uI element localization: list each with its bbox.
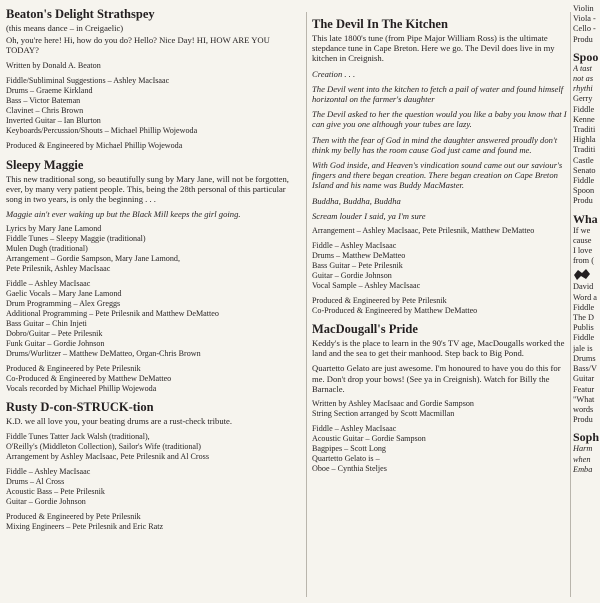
song-lyric: Oh, you're here! Hi, how do you do? Hello? Nice Day! HI, HOW ARE YOU TODAY? (6, 35, 270, 56)
section-sleepy-maggie (6, 158, 302, 395)
credits-list (312, 399, 568, 419)
performer-line: Fiddle – Ashley MacIsaac (6, 279, 91, 289)
performer-line: Oboe – Cynthia Steljes (312, 464, 387, 474)
production-credits (6, 512, 302, 532)
production-credits (312, 296, 568, 316)
lyric-verse: Then with the fear of God in mind the daughter answered proudly don't think my belly has the room cause God just came and found me. (312, 134, 558, 155)
song-title: The Devil In The Kitchen (312, 17, 448, 31)
cropped-text-line: from ( (573, 256, 594, 266)
performer-line: Guitar – Gordie Johnson (6, 496, 86, 506)
cropped-text-line: when (573, 454, 591, 464)
production-line: Co-Produced & Engineered by Matthew DeMatteo (312, 306, 478, 316)
cropped-text-line: Featur (573, 384, 595, 394)
credit-line: Inverted Guitar – Ian Blurton (6, 115, 101, 125)
credit-line: String Section arranged by Scott Macmillan (312, 409, 455, 419)
performer-line: Funk Guitar – Gordie Johnson (6, 339, 105, 349)
performer-line: Fiddle – Ashley MacIsaac (312, 424, 397, 434)
production-line: Produced & Engineered by Pete Prilesnik (6, 364, 141, 374)
performer-line: Drums/Wurlitzer – Matthew DeMatteo, Organ-Chris Brown (6, 349, 201, 359)
cropped-text-line: Highla (573, 135, 596, 145)
production-line: Produced & Engineered by Pete Prilesnik (312, 296, 447, 306)
credits-list (6, 224, 302, 274)
performer-line: Gaelic Vocals – Mary Jane Lamond (6, 289, 122, 299)
section-rusty-deconstruction (6, 400, 302, 531)
section-macdougalls-pride (312, 322, 568, 474)
cropped-text-line: cause (573, 235, 592, 245)
performer-line: Fiddle – Ashley MacIsaac (312, 241, 397, 251)
lyric-verse: The Devil asked to her the question would you like a baby you know that I can give you one although your tubes are lazy. (312, 109, 567, 130)
production-line: Co-Produced & Engineered by Matthew DeMatteo (6, 374, 172, 384)
cropped-text-line: rhythi (573, 84, 593, 94)
section-devil-in-the-kitchen (312, 17, 568, 316)
credit-line: Keyboards/Percussion/Shouts – Michael Phillip Wojewoda (6, 125, 198, 135)
cropped-text-line: Fiddle (573, 104, 595, 114)
cropped-text-line: I love (573, 246, 593, 256)
song-title: MacDougall's Pride (312, 322, 418, 337)
performer-line: Acoustic Guitar – Gordie Sampson (312, 434, 426, 444)
song-title: Sleepy Maggie (6, 157, 84, 172)
performers-list (6, 279, 302, 359)
cropped-text-line: Senato (573, 165, 596, 175)
written-by: Written by Donald A. Beaton (6, 60, 101, 70)
song-title: Beaton's Delight Strathspey (6, 7, 155, 21)
section-beatons-delight (6, 7, 302, 151)
cropped-text-line: Word a (573, 292, 597, 302)
cropped-text-line: Viola - (573, 14, 596, 24)
produced-by: Produced & Engineered by Michael Phillip Wojewoda (6, 140, 183, 150)
performer-line: Bagpipes – Scott Long (312, 444, 386, 454)
song-description: This late 1800's tune (from Pipe Major William Ross) is the ultimate stepdance tune in Cape Breton. Here we go. The Devil does live in my kitchen in Creignish. (312, 33, 555, 64)
column-left (6, 0, 302, 537)
cropped-text-line: Violin (573, 4, 594, 13)
credits-list (6, 432, 302, 462)
cropped-text-line: A tast (573, 63, 592, 73)
credit-line: Arrangement – Ashley MacIsaac, Pete Prilesnik, Matthew DeMatteo (312, 226, 535, 236)
cropped-heading: Soph (573, 430, 600, 445)
cropped-text-line: Fiddle (573, 176, 595, 186)
cropped-text-line: Traditi (573, 125, 596, 135)
credit-line: O'Reilly's (Middleton Collection), Sailor's Wife (traditional) (6, 441, 201, 451)
credit-line: Fiddle Tunes Tatter Jack Walsh (traditional), (6, 431, 150, 441)
performer-line: Dobro/Guitar – Pete Prilesnik (6, 329, 103, 339)
column-divider (570, 12, 571, 597)
credits-list (6, 76, 302, 136)
credit-line: Clavinet – Chris Brown (6, 105, 84, 115)
performers-list (312, 424, 568, 474)
cropped-text-line: David (573, 282, 594, 292)
cropped-text-line: "What (573, 394, 595, 404)
cropped-text-line: Fiddle (573, 302, 595, 312)
performer-line: Vocal Sample – Ashley MacIsaac (312, 281, 421, 291)
performer-line: Additional Programming – Pete Prilesnik and Matthew DeMatteo (6, 309, 219, 319)
song-description: Keddy's is the place to learn in the 90's TV age, MacDougalls worked the land and the sea to get their manhood. Step back to Big Pond. (312, 338, 565, 359)
cropped-text-line: Spoon (573, 186, 595, 196)
column-middle (312, 0, 568, 479)
credit-line: Lyrics by Mary Jane Lamond (6, 224, 102, 234)
emblem-icon (573, 267, 591, 281)
column-divider (306, 12, 307, 597)
cropped-text-line: Gerry (573, 94, 593, 104)
song-lyric: Maggie ain't ever waking up but the Black Mill keeps the girl going. (6, 209, 241, 220)
cropped-text-line: words (573, 404, 594, 414)
production-line: Vocals recorded by Michael Phillip Wojewoda (6, 384, 157, 394)
performers-list (312, 241, 568, 291)
cropped-text-line: Publis (573, 323, 594, 333)
performer-line: Guitar – Gordie Johnson (312, 271, 392, 281)
cropped-text-line: Drums (573, 353, 596, 363)
performer-line: Acoustic Bass – Pete Prilesnik (6, 486, 105, 496)
lyric-verse: Scream louder I said, ya I'm sure (312, 210, 426, 221)
performer-line: Drums – Al Cross (6, 476, 65, 486)
credit-line: Fiddle/Subliminal Suggestions – Ashley MacIsaac (6, 75, 170, 85)
cropped-text-line: not as (573, 74, 594, 84)
lyric-intro: Creation . . . (312, 68, 356, 79)
credit-line: Arrangement by Ashley MacIsaac, Pete Prilesnik and Al Cross (6, 451, 209, 461)
cropped-text-line: The D (573, 313, 594, 323)
credit-line: Mulen Dugh (traditional) (6, 244, 88, 254)
production-credits (6, 364, 302, 394)
song-description: K.D. we all love you, your beating drums are a rust-check tribute. (6, 416, 232, 427)
cropped-text-line: Produ (573, 196, 593, 206)
performer-line: Bass Guitar – Chin Injeti (6, 319, 87, 329)
cropped-heading: Spoo (573, 49, 599, 64)
cropped-text-line: Castle (573, 155, 594, 165)
performers-list (6, 467, 302, 507)
song-description: Quartetto Gelato are just awesome. I'm honoured to have you do this for me. Don't drop your bows! (See ya in Creignish). Watch for Billy the Barnacle. (312, 363, 561, 394)
cropped-text-line: Cello - (573, 24, 596, 34)
cropped-text-line: Traditi (573, 145, 596, 155)
performer-line: Bass Guitar – Pete Prilesnik (312, 261, 403, 271)
production-line: Mixing Engineers – Pete Prilesnik and Eric Ratz (6, 521, 164, 531)
cropped-heading: Wha (573, 211, 598, 226)
cropped-text-line: Produ (573, 415, 593, 425)
cropped-text-line: Fiddle (573, 333, 595, 343)
lyric-verse: Buddha, Buddha, Buddha (312, 195, 401, 206)
cropped-text-line: Bass/V (573, 364, 597, 374)
credit-line: Fiddle Tunes – Sleepy Maggie (traditional) (6, 234, 146, 244)
song-subtitle: (this means dance – in Creigaelic) (6, 23, 124, 33)
cropped-text-line: Emba (573, 464, 593, 474)
performer-line: Drum Programming – Alex Greggs (6, 299, 121, 309)
lyric-verse: With God inside, and Heaven's vindication sound came out our saviour's fingers and there began creation. There began creation on Cape Breton Island and his name was Buddy MacMaster. (312, 160, 563, 191)
cropped-text-line: jale is (573, 343, 593, 353)
song-description: This new traditional song, so beautifully sung by Mary Jane, will not be forgotten, ever, by many very patient people. This, being the 28th personal of this particular song in two years, is only the beginning . . . (6, 173, 289, 205)
column-right-cropped (573, 0, 600, 475)
credit-line: Bass – Victor Bateman (6, 95, 81, 105)
cropped-text-line: Harm (573, 444, 593, 454)
credit-line: Arrangement – Gordie Sampson, Mary Jane Lamond, (6, 254, 180, 264)
lyric-verse: The Devil went into the kitchen to fetch a pail of water and found himself horizontal on the farmer's daughter (312, 83, 564, 105)
performer-line: Drums – Matthew DeMatteo (312, 251, 406, 261)
song-title: Rusty D-con-STRUCK-tion (6, 400, 154, 415)
credit-line: Written by Ashley MacIsaac and Gordie Sampson (312, 399, 474, 409)
credit-line: Pete Prilesnik, Ashley MacIsaac (6, 264, 111, 274)
cropped-text-line: Kenne (573, 114, 595, 124)
production-line: Produced & Engineered by Pete Prilesnik (6, 511, 141, 521)
performer-line: Quartetto Gelato is – (312, 454, 380, 464)
cropped-text-line: Produ (573, 34, 593, 44)
credit-line: Drums – Graeme Kirkland (6, 85, 93, 95)
cropped-text-line: If we (573, 225, 591, 235)
performer-line: Fiddle – Ashley MacIsaac (6, 466, 91, 476)
cropped-text-line: Guitar (573, 374, 595, 384)
credits-list (312, 226, 568, 236)
lyric-verses (312, 84, 568, 221)
